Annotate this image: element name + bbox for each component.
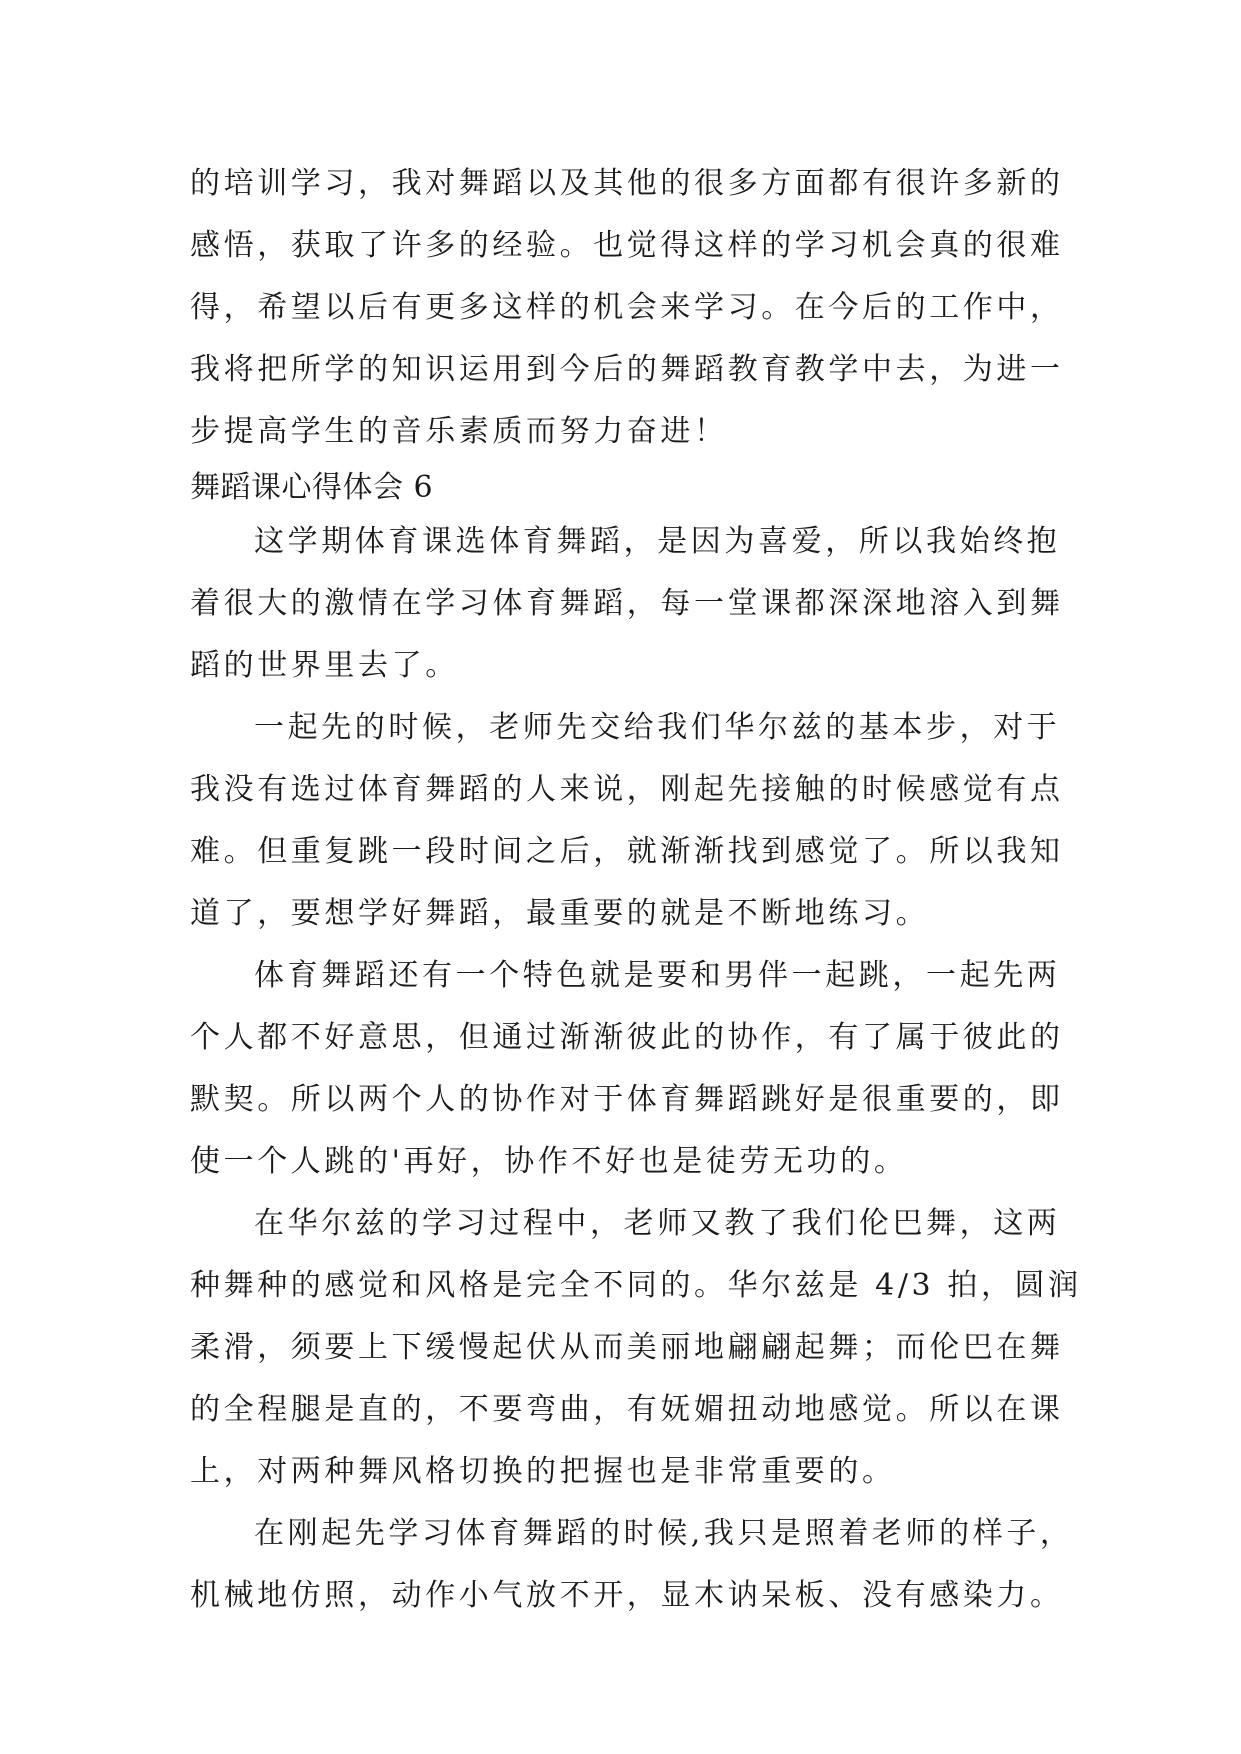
paragraph-first-line: 在刚起先学习体育舞蹈的时候,我只是照着老师的样子， <box>254 1516 1074 1551</box>
body-text-line: 蹈的世界里去了。 <box>190 648 459 683</box>
body-text-line: 感悟，获取了许多的经验。也觉得这样的学习机会真的很难 <box>190 228 1064 263</box>
body-text-line: 着很大的激情在学习体育舞蹈，每一堂课都深深地溶入到舞 <box>190 586 1064 621</box>
body-text-line: 默契。所以两个人的协作对于体育舞蹈跳好是很重要的，即 <box>190 1082 1064 1117</box>
body-text-line: 使一个人跳的'再好，协作不好也是徒劳无功的。 <box>190 1144 908 1179</box>
body-text-line: 的培训学习，我对舞蹈以及其他的很多方面都有很许多新的 <box>190 166 1064 201</box>
section-heading: 舞蹈课心得体会 6 <box>190 470 434 505</box>
body-text-line: 得，希望以后有更多这样的机会来学习。在今后的工作中， <box>190 290 1064 325</box>
body-text-line: 道了，要想学好舞蹈，最重要的就是不断地练习。 <box>190 896 930 931</box>
body-text-line: 柔滑，须要上下缓慢起伏从而美丽地翩翩起舞；而伦巴在舞 <box>190 1330 1064 1365</box>
body-text-line: 种舞种的感觉和风格是完全不同的。华尔兹是 4/3 拍，圆润 <box>190 1268 1082 1303</box>
body-text-line: 我将把所学的知识运用到今后的舞蹈教育教学中去，为进一 <box>190 352 1064 387</box>
body-text-line: 机械地仿照，动作小气放不开，显木讷呆板、没有感染力。 <box>190 1578 1064 1613</box>
body-text-line: 的全程腿是直的，不要弯曲，有妩媚扭动地感觉。所以在课 <box>190 1392 1064 1427</box>
paragraph-first-line: 在华尔兹的学习过程中，老师又教了我们伦巴舞，这两 <box>254 1206 1061 1241</box>
paragraph-first-line: 这学期体育课选体育舞蹈，是因为喜爱，所以我始终抱 <box>254 524 1061 559</box>
body-text-line: 步提高学生的音乐素质而努力奋进！ <box>190 414 728 449</box>
body-text-line: 难。但重复跳一段时间之后，就渐渐找到感觉了。所以我知 <box>190 834 1064 869</box>
body-text-line: 个人都不好意思，但通过渐渐彼此的协作，有了属于彼此的 <box>190 1020 1064 1055</box>
body-text-line: 我没有选过体育舞蹈的人来说，刚起先接触的时候感觉有点 <box>190 772 1064 807</box>
body-text-line: 上，对两种舞风格切换的把握也是非常重要的。 <box>190 1454 896 1489</box>
paragraph-first-line: 体育舞蹈还有一个特色就是要和男伴一起跳，一起先两 <box>254 958 1061 993</box>
paragraph-first-line: 一起先的时候，老师先交给我们华尔兹的基本步，对于 <box>254 710 1061 745</box>
